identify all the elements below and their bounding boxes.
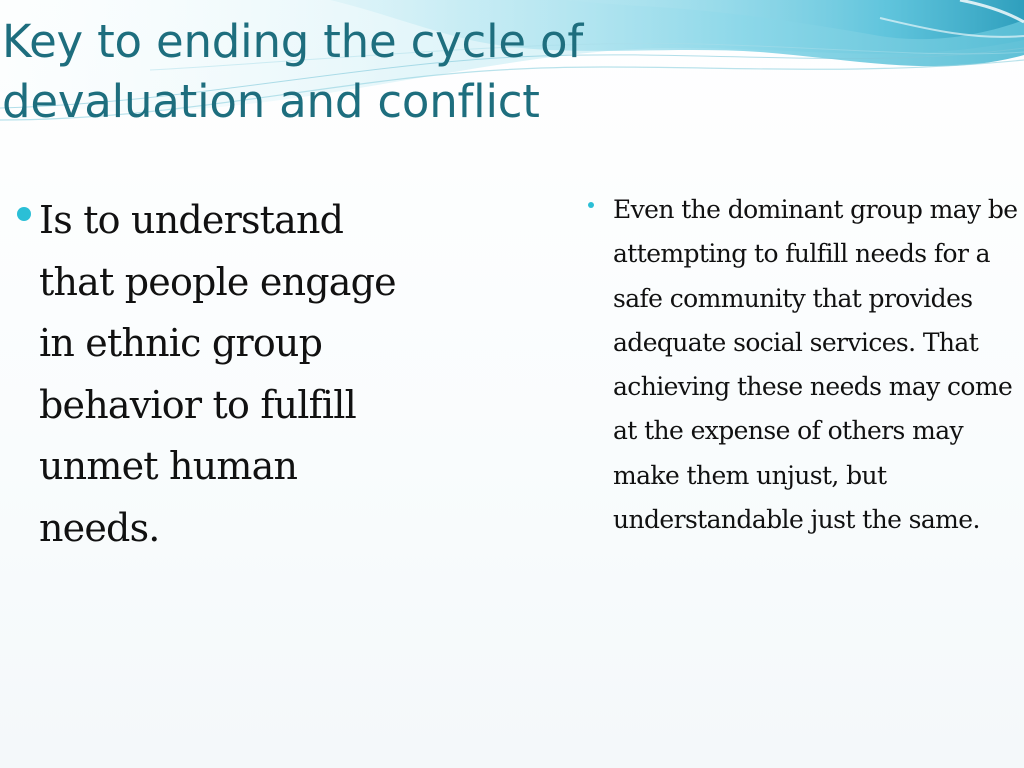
- right-bullet-item: [584, 188, 1020, 542]
- left-bullet-text: Is to understand that people engage in ethnic group behavior to fulfill unmet human needs.: [39, 198, 396, 550]
- left-bullet-item: [14, 190, 414, 559]
- right-content: [584, 188, 1020, 542]
- left-content: [14, 190, 414, 559]
- bullet-icon: [588, 202, 594, 208]
- bullet-icon: [17, 207, 31, 221]
- right-bullet-text: Even the dominant group may be attempting to fulfill needs for a safe community that provides adequate social services. That achieving these needs may come at the expense of others may make them unjust, but understandable just the same.: [613, 195, 1018, 535]
- slide-title: Key to ending the cycle of devaluation and conflict: [2, 15, 583, 128]
